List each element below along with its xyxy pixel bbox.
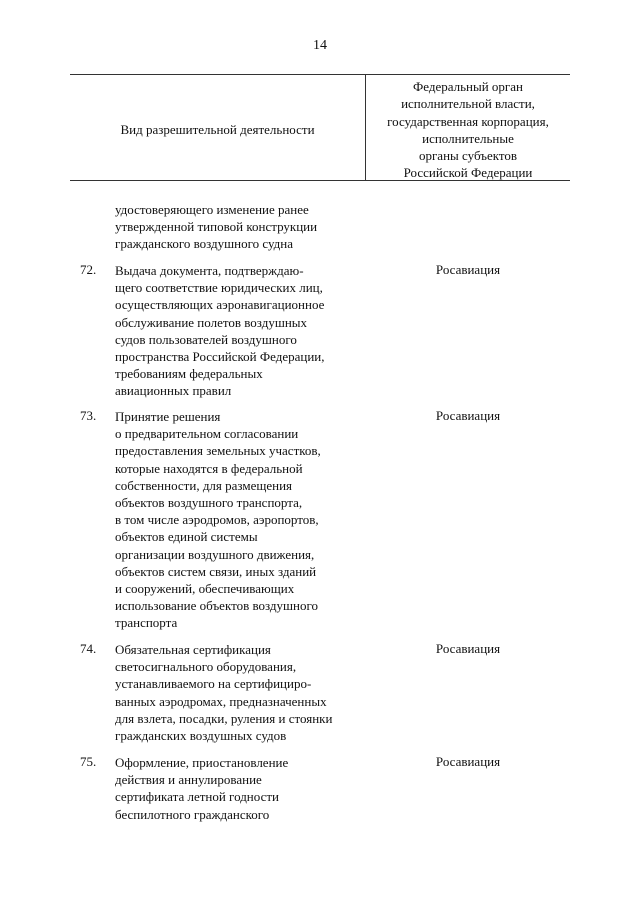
text-line: требованиям федеральных xyxy=(115,366,263,382)
text-line: объектов единой системы xyxy=(115,529,258,545)
text-line: действия и аннулирование xyxy=(115,772,262,788)
text-line: предоставления земельных участков, xyxy=(115,443,321,459)
header-authority-line: Российской Федерации xyxy=(403,165,533,181)
text-line: объектов систем связи, иных зданий xyxy=(115,563,317,579)
text-line: авиационных правил xyxy=(115,383,232,399)
text-line: осуществляющих аэронавигационное xyxy=(115,297,325,313)
text-line: удостоверяющего изменение ранее xyxy=(115,202,309,217)
text-line: судов пользователей воздушного xyxy=(115,331,297,347)
header-authority-line: органы субъектов xyxy=(418,148,518,164)
text-line: гражданского воздушного судна xyxy=(115,236,294,252)
text-line: утвержденной типовой конструкции xyxy=(115,219,318,235)
row-activity-text xyxy=(115,262,365,400)
text-line: сертификата летной годности xyxy=(115,789,279,805)
text-line: организации воздушного движения, xyxy=(115,546,315,562)
text-line: гражданских воздушных судов xyxy=(115,728,287,744)
text-line: в том числе аэродромов, аэропортов, xyxy=(115,512,319,528)
header-authority-line: государственная корпорация, xyxy=(387,113,549,129)
continuation-text xyxy=(115,201,365,253)
text-line: Оформление, приостановление xyxy=(115,755,289,770)
text-line: устанавливаемого на сертифициро- xyxy=(115,676,312,692)
text-line: которые находятся в федеральной xyxy=(115,460,303,476)
table-header-top-rule xyxy=(70,74,570,75)
page-number: 14 xyxy=(313,38,327,53)
text-line: Принятие решения xyxy=(115,409,221,424)
row-authority: Росавиация xyxy=(435,262,501,277)
row-activity-text xyxy=(115,754,365,823)
header-authority-line: Федеральный орган xyxy=(412,79,523,94)
row-number: 75. xyxy=(80,754,97,769)
text-line: беспилотного гражданского xyxy=(115,806,270,822)
text-line: обслуживание полетов воздушных xyxy=(115,314,308,330)
row-authority: Росавиация xyxy=(435,408,501,423)
row-authority: Росавиация xyxy=(435,754,501,769)
text-line: объектов воздушного транспорта, xyxy=(115,495,303,511)
row-number: 72. xyxy=(80,262,97,277)
text-line: для взлета, посадки, руления и стоянки xyxy=(115,710,333,726)
row-authority: Росавиация xyxy=(435,641,501,656)
header-activity-type: Вид разрешительной деятельности xyxy=(120,122,315,137)
text-line: транспорта xyxy=(115,615,178,631)
row-activity-text xyxy=(115,641,365,744)
row-activity-text xyxy=(115,408,365,632)
row-number: 73. xyxy=(80,408,97,423)
text-line: использование объектов воздушного xyxy=(115,598,319,614)
text-line: Выдача документа, подтверждаю- xyxy=(115,263,304,278)
row-number: 74. xyxy=(80,641,97,656)
text-line: и сооружений, обеспечивающих xyxy=(115,581,295,597)
header-authority-line: исполнительной власти, xyxy=(401,96,535,112)
text-line: пространства Российской Федерации, xyxy=(115,349,325,365)
text-line: ванных аэродромах, предназначенных xyxy=(115,693,327,709)
text-line: щего соответствие юридических лиц, xyxy=(115,280,323,296)
text-line: Обязательная сертификация xyxy=(115,642,271,657)
text-line: о предварительном согласовании xyxy=(115,426,299,442)
text-line: собственности, для размещения xyxy=(115,477,293,493)
text-line: светосигнального оборудования, xyxy=(115,659,297,675)
header-authority xyxy=(366,78,570,182)
header-authority-line: исполнительные xyxy=(422,130,514,146)
